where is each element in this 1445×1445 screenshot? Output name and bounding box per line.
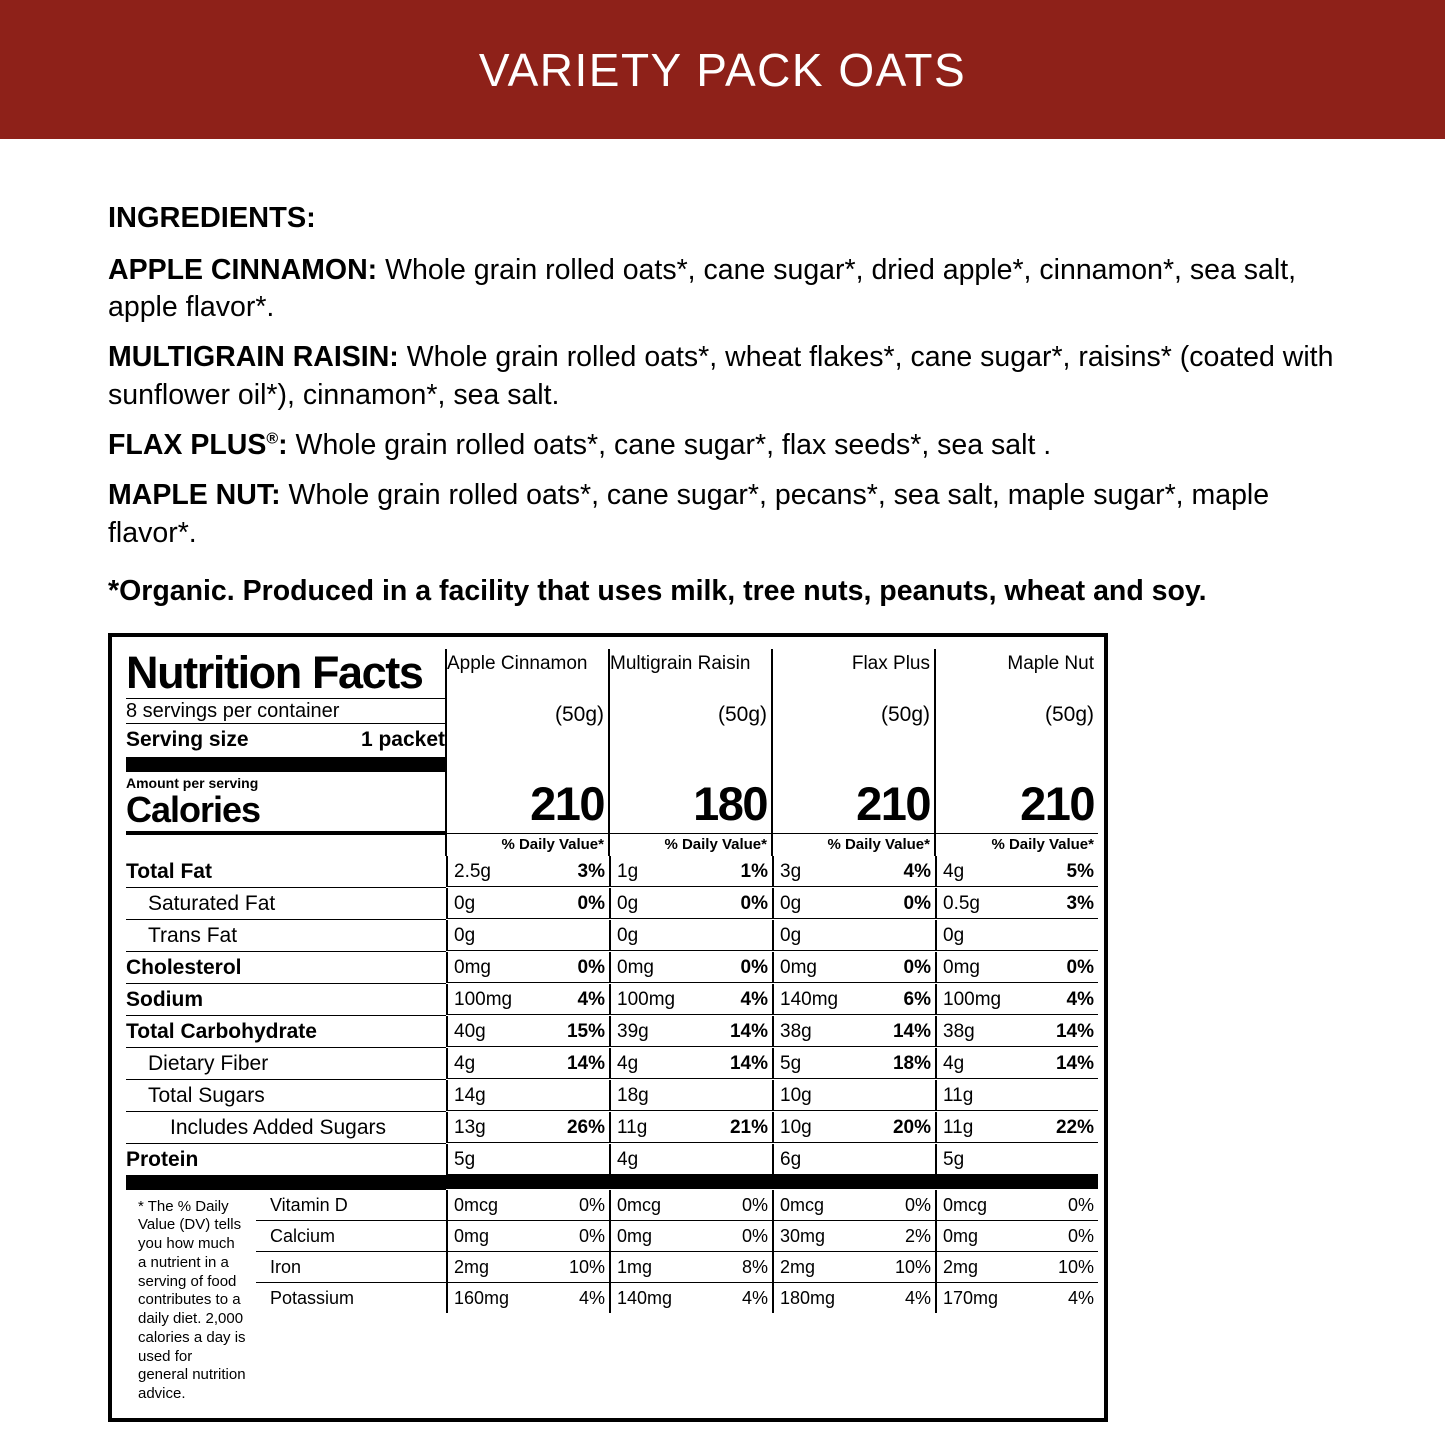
nutrient-amount: 0mg — [617, 956, 654, 978]
calories-flax-plus — [772, 772, 935, 831]
nutrient-dv: 14% — [892, 1020, 931, 1042]
nutrient-value-cell — [446, 856, 609, 888]
ingredient-flax-plus — [108, 427, 1345, 465]
calories-value: 210 — [530, 776, 604, 830]
dv-header: % Daily Value* — [664, 835, 767, 853]
nutrient-label-cell — [126, 952, 446, 984]
nutrient-value-cell — [609, 1080, 772, 1112]
ingredient-text: Whole grain rolled oats*, cane sugar*, dried apple*, cinnamon*, sea salt, apple flavor*. — [108, 253, 1297, 324]
nutrient-value-cell — [446, 952, 609, 984]
nutrient-dv: 14% — [566, 1052, 605, 1074]
calories-value: 180 — [693, 776, 767, 830]
ingredients-note: *Organic. Produced in a facility that uses milk, tree nuts, peanuts, wheat and soy. — [108, 574, 1207, 607]
ingredient-name-colon: : — [278, 429, 288, 462]
nutrient-dv: 21% — [729, 1116, 768, 1138]
nutrient-dv: 15% — [566, 1020, 605, 1042]
nutrient-dv: 0% — [903, 956, 931, 978]
nutrient-value-cell — [446, 1080, 609, 1112]
nutrient-dv: 26% — [566, 1116, 605, 1138]
nutrient-value-cell — [935, 1112, 1098, 1144]
nutrient-amount: 4g — [943, 860, 965, 882]
footnote-cell — [126, 1190, 446, 1404]
flavor-column-multigrain-raisin — [609, 649, 772, 757]
vitamin-dv: 0% — [578, 1194, 605, 1215]
nutrient-value-cell — [935, 1048, 1098, 1080]
vitamin-values-flax-plus — [772, 1190, 935, 1404]
nutrient-amount: 38g — [780, 1020, 812, 1042]
flavor-name: Apple Cinnamon — [447, 652, 588, 674]
nutrient-amount: 5g — [943, 1148, 965, 1170]
nutrient-amount: 100mg — [454, 988, 513, 1010]
vitamin-amount: 2mg — [943, 1256, 979, 1277]
vitamin-amount: 0mcg — [780, 1194, 825, 1215]
nutrient-dv: 0% — [577, 956, 605, 978]
nutrient-dv: 4% — [577, 988, 605, 1010]
flavor-serving-grams: (50g) — [554, 702, 604, 726]
nutrient-value-cell — [446, 920, 609, 952]
nutrient-dv: 4% — [1066, 988, 1094, 1010]
nutrient-amount: 0g — [943, 924, 965, 946]
nutrient-amount: 0g — [454, 924, 476, 946]
calories-maple-nut — [935, 772, 1098, 831]
flavor-name: Multigrain Raisin — [610, 652, 751, 674]
dv-header: % Daily Value* — [827, 835, 930, 853]
vitamin-amount: 0mg — [617, 1225, 653, 1246]
nutrient-value-cell — [446, 1112, 609, 1144]
vitamin-values-apple-cinnamon — [446, 1190, 609, 1404]
nutrient-value-cell — [609, 888, 772, 920]
nutrient-amount: 0g — [454, 892, 476, 914]
nutrient-value-cell — [772, 856, 935, 888]
nf-title-cell — [126, 646, 446, 757]
flavor-serving-grams: (50g) — [1044, 702, 1094, 726]
ingredient-name: MAPLE NUT: — [108, 479, 281, 512]
serving-size-value: 1 packet — [360, 727, 445, 751]
nutrient-dv: 4% — [740, 988, 768, 1010]
ingredient-text: Whole grain rolled oats*, cane sugar*, pecans*, sea salt, maple sugar*, maple flavor*. — [108, 479, 1270, 549]
nutrient-name: Saturated Fat — [148, 891, 276, 915]
nutrient-row-sodium — [126, 984, 1098, 1016]
nutrient-label-cell — [126, 920, 446, 952]
daily-value-footnote: * The % Daily Value (DV) tells you how much a nutrient in a serving of food contributes to a daily diet. 2,000 calories a day is used for general nutrition advice. — [138, 1197, 246, 1403]
nutrient-amount: 0g — [780, 924, 802, 946]
nutrient-dv: 6% — [903, 988, 931, 1010]
vitamin-amount: 160mg — [454, 1287, 510, 1308]
nutrient-value-cell — [446, 1048, 609, 1080]
servings-per-container: 8 servings per container — [126, 699, 340, 722]
nutrient-dv: 20% — [892, 1116, 931, 1138]
nutrient-amount: 1g — [617, 860, 639, 882]
nutrient-value-cell — [446, 888, 609, 920]
nutrient-amount: 10g — [780, 1084, 812, 1106]
vitamin-amount: 0mcg — [617, 1194, 662, 1215]
nutrient-dv: 3% — [577, 860, 605, 882]
nutrient-name: Total Fat — [126, 859, 212, 883]
vitamin-dv: 0% — [904, 1194, 931, 1215]
vitamin-amount: 2mg — [454, 1256, 490, 1277]
nutrient-value-cell — [772, 952, 935, 984]
nutrient-dv: 14% — [729, 1020, 768, 1042]
nutrient-label-cell — [126, 856, 446, 888]
dv-header: % Daily Value* — [991, 835, 1094, 853]
nutrient-amount: 4g — [617, 1052, 639, 1074]
nutrient-row-added-sugars — [126, 1112, 1098, 1144]
registered-mark: ® — [266, 430, 279, 448]
nutrient-amount: 13g — [454, 1116, 486, 1138]
vitamin-dv: 4% — [1067, 1287, 1094, 1308]
vitamin-dv: 4% — [904, 1287, 931, 1308]
flavor-name: Flax Plus — [851, 652, 930, 674]
nutrient-amount: 0mg — [780, 956, 817, 978]
vitamin-dv: 8% — [741, 1256, 768, 1277]
ingredients-heading: INGREDIENTS: — [108, 202, 316, 234]
nutrient-amount: 5g — [780, 1052, 802, 1074]
nutrient-amount: 10g — [780, 1116, 812, 1138]
dv-header-maple-nut — [935, 831, 1098, 856]
nutrient-label-cell — [126, 1112, 446, 1144]
nutrient-dv: 14% — [1055, 1052, 1094, 1074]
nutrient-value-cell — [609, 1144, 772, 1190]
vitamin-amount: 180mg — [780, 1287, 836, 1308]
nutrient-value-cell — [935, 952, 1098, 984]
nutrient-dv: 0% — [740, 892, 768, 914]
nutrition-facts-panel — [108, 633, 1108, 1422]
ingredient-name: MULTIGRAIN RAISIN: — [108, 341, 399, 374]
calories-row — [126, 772, 1098, 831]
nutrient-value-cell — [446, 1016, 609, 1048]
vitamin-dv: 0% — [1067, 1225, 1094, 1246]
vitamin-dv: 0% — [1067, 1194, 1094, 1215]
vitamin-dv: 0% — [741, 1225, 768, 1246]
nutrient-value-cell — [609, 856, 772, 888]
dv-header-apple-cinnamon — [446, 831, 609, 856]
vitamin-dv: 10% — [568, 1256, 605, 1277]
page-banner — [0, 0, 1445, 139]
nutrient-value-cell — [935, 920, 1098, 952]
serving-size-label: Serving size — [126, 727, 249, 751]
ingredient-apple-cinnamon — [108, 252, 1345, 328]
nutrient-amount: 0g — [780, 892, 802, 914]
nutrient-value-cell — [935, 888, 1098, 920]
vitamin-dv: 4% — [578, 1287, 605, 1308]
nutrient-amount: 0g — [617, 924, 639, 946]
flavor-column-maple-nut — [935, 649, 1098, 757]
vitamin-amount: 0mcg — [943, 1194, 988, 1215]
nutrient-amount: 11g — [943, 1116, 974, 1138]
nutrient-label-cell — [126, 1080, 446, 1112]
flavor-serving-grams: (50g) — [880, 702, 930, 726]
vitamins-section-row — [126, 1190, 1098, 1404]
vitamin-name-vitamin-d: Vitamin D — [256, 1190, 446, 1221]
daily-value-header-row — [126, 831, 1098, 856]
nutrient-value-cell — [772, 984, 935, 1016]
ingredient-text: Whole grain rolled oats*, wheat flakes*, cane sugar*, raisins* (coated with sunflower oil*), cinnamon*, sea salt. — [108, 341, 1334, 412]
dv-header-flax-plus — [772, 831, 935, 856]
nutrient-dv: 0% — [1066, 956, 1094, 978]
nutrient-amount: 100mg — [943, 988, 1002, 1010]
nutrient-amount: 4g — [943, 1052, 965, 1074]
nutrient-row-dietary-fiber — [126, 1048, 1098, 1080]
nutrient-value-cell — [609, 1112, 772, 1144]
vitamin-amount: 0mg — [943, 1225, 979, 1246]
serving-size-row — [126, 724, 445, 757]
nutrient-name: Total Carbohydrate — [126, 1019, 317, 1043]
calories-multigrain-raisin — [609, 772, 772, 831]
nutrient-row-cholesterol — [126, 952, 1098, 984]
ingredient-text: Whole grain rolled oats*, cane sugar*, flax seeds*, sea salt . — [287, 429, 1052, 462]
ingredient-name: APPLE CINNAMON: — [108, 253, 378, 286]
nutrient-label-cell — [126, 1144, 446, 1190]
ingredient-multigrain-raisin — [108, 339, 1345, 415]
nutrient-row-total-sugars — [126, 1080, 1098, 1112]
calories-apple-cinnamon — [446, 772, 609, 831]
nutrient-value-cell — [609, 920, 772, 952]
nutrient-row-trans-fat — [126, 920, 1098, 952]
nutrient-dv: 4% — [903, 860, 931, 882]
nf-header-row — [126, 649, 1098, 757]
nutrient-amount: 4g — [617, 1148, 639, 1170]
nutrient-amount: 40g — [454, 1020, 486, 1042]
nutrient-label-cell — [126, 888, 446, 920]
calories-value: 210 — [856, 776, 930, 830]
nutrition-facts-title: Nutrition Facts — [126, 646, 423, 698]
calories-value: 210 — [1020, 776, 1094, 830]
nutrient-value-cell — [935, 856, 1098, 888]
nutrient-value-cell — [772, 1048, 935, 1080]
vitamin-name-iron: Iron — [256, 1252, 446, 1283]
vitamin-amount: 1mg — [617, 1256, 653, 1277]
nutrient-value-cell — [609, 1048, 772, 1080]
nutrient-amount: 5g — [454, 1148, 476, 1170]
nutrient-dv: 18% — [892, 1052, 931, 1074]
nutrient-name: Trans Fat — [148, 923, 238, 947]
nutrient-label-cell — [126, 1048, 446, 1080]
nutrient-amount: 4g — [454, 1052, 476, 1074]
nutrient-amount: 0mg — [943, 956, 980, 978]
nutrient-amount: 14g — [454, 1084, 486, 1106]
nutrition-facts-table — [126, 646, 1098, 1404]
nutrient-row-total-carbohydrate — [126, 1016, 1098, 1048]
vitamin-name-calcium: Calcium — [256, 1221, 446, 1252]
page-title: VARIETY PACK OATS — [478, 43, 967, 96]
flavor-column-apple-cinnamon — [446, 649, 609, 757]
nutrient-dv: 0% — [577, 892, 605, 914]
vitamin-dv: 0% — [741, 1194, 768, 1215]
nutrient-value-cell — [935, 1144, 1098, 1190]
nf-black-divider-row — [126, 757, 1098, 772]
nutrient-value-cell — [609, 1016, 772, 1048]
vitamin-amount: 0mcg — [454, 1194, 499, 1215]
calories-label: Calories — [126, 788, 261, 830]
nutrient-dv: 14% — [729, 1052, 768, 1074]
nutrient-value-cell — [772, 1080, 935, 1112]
nutrient-name: Dietary Fiber — [148, 1051, 269, 1075]
nutrient-value-cell — [609, 984, 772, 1016]
nutrient-amount: 0mg — [454, 956, 491, 978]
nutrient-value-cell — [772, 920, 935, 952]
dv-header: % Daily Value* — [501, 835, 604, 853]
nutrient-amount: 3g — [780, 860, 802, 882]
vitamin-dv: 4% — [741, 1287, 768, 1308]
vitamin-values-maple-nut — [935, 1190, 1098, 1404]
nutrient-dv: 22% — [1055, 1116, 1094, 1138]
nutrient-dv: 0% — [903, 892, 931, 914]
nutrient-amount: 100mg — [617, 988, 676, 1010]
nutrient-amount: 39g — [617, 1020, 649, 1042]
nutrient-amount: 38g — [943, 1020, 975, 1042]
nutrient-amount: 2.5g — [454, 860, 491, 882]
vitamin-amount: 2mg — [780, 1256, 816, 1277]
dv-header-multigrain-raisin — [609, 831, 772, 856]
nutrient-value-cell — [935, 1016, 1098, 1048]
vitamin-amount: 0mg — [454, 1225, 490, 1246]
nutrient-value-cell — [446, 1144, 609, 1190]
vitamin-dv: 0% — [578, 1225, 605, 1246]
amount-per-serving-label: Amount per serving — [126, 774, 259, 791]
dv-label-blank — [126, 831, 446, 856]
nutrient-value-cell — [772, 1144, 935, 1190]
nutrient-dv: 14% — [1055, 1020, 1094, 1042]
nutrient-dv: 5% — [1066, 860, 1094, 882]
vitamin-dv: 2% — [904, 1225, 931, 1246]
nutrient-amount: 6g — [780, 1148, 802, 1170]
vitamin-dv: 10% — [1057, 1256, 1094, 1277]
nutrient-amount: 140mg — [780, 988, 839, 1010]
ingredient-name — [108, 429, 288, 461]
nutrient-value-cell — [772, 1016, 935, 1048]
nutrient-amount: 18g — [617, 1084, 649, 1106]
flavor-name: Maple Nut — [1007, 652, 1094, 674]
vitamin-amount: 140mg — [617, 1287, 673, 1308]
flavor-column-flax-plus — [772, 649, 935, 757]
nutrient-dv: 1% — [740, 860, 768, 882]
nutrient-amount: 0.5g — [943, 892, 980, 914]
flavor-serving-grams: (50g) — [717, 702, 767, 726]
nutrient-row-protein — [126, 1144, 1098, 1190]
nutrient-name: Cholesterol — [126, 955, 242, 979]
nutrient-name: Sodium — [126, 987, 203, 1011]
ingredients-section — [0, 139, 1445, 611]
nutrient-value-cell — [772, 888, 935, 920]
nutrient-dv: 0% — [740, 956, 768, 978]
nutrient-value-cell — [935, 984, 1098, 1016]
vitamin-values-multigrain-raisin — [609, 1190, 772, 1404]
nutrient-label-cell — [126, 1016, 446, 1048]
nutrient-value-cell — [609, 952, 772, 984]
nf-black-divider — [126, 757, 446, 772]
nutrient-amount: 11g — [617, 1116, 648, 1138]
nutrient-name: Total Sugars — [148, 1083, 265, 1107]
nutrient-name: Protein — [126, 1147, 199, 1171]
nutrient-amount: 11g — [943, 1084, 974, 1106]
vitamin-dv: 10% — [894, 1256, 931, 1277]
nutrient-row-total-fat — [126, 856, 1098, 888]
nutrient-row-saturated-fat — [126, 888, 1098, 920]
ingredient-maple-nut — [108, 477, 1345, 553]
nutrient-dv: 3% — [1066, 892, 1094, 914]
vitamin-name-potassium: Potassium — [270, 1287, 355, 1308]
nutrient-value-cell — [446, 984, 609, 1016]
nutrient-name: Includes Added Sugars — [170, 1115, 386, 1139]
nutrient-value-cell — [935, 1080, 1098, 1112]
nutrient-value-cell — [772, 1112, 935, 1144]
ingredient-name-main: FLAX PLUS — [108, 429, 267, 462]
nutrient-amount: 0g — [617, 892, 639, 914]
vitamin-amount: 170mg — [943, 1287, 999, 1308]
nutrient-label-cell — [126, 984, 446, 1016]
vitamin-amount: 30mg — [780, 1225, 826, 1246]
calories-label-cell — [126, 772, 446, 831]
